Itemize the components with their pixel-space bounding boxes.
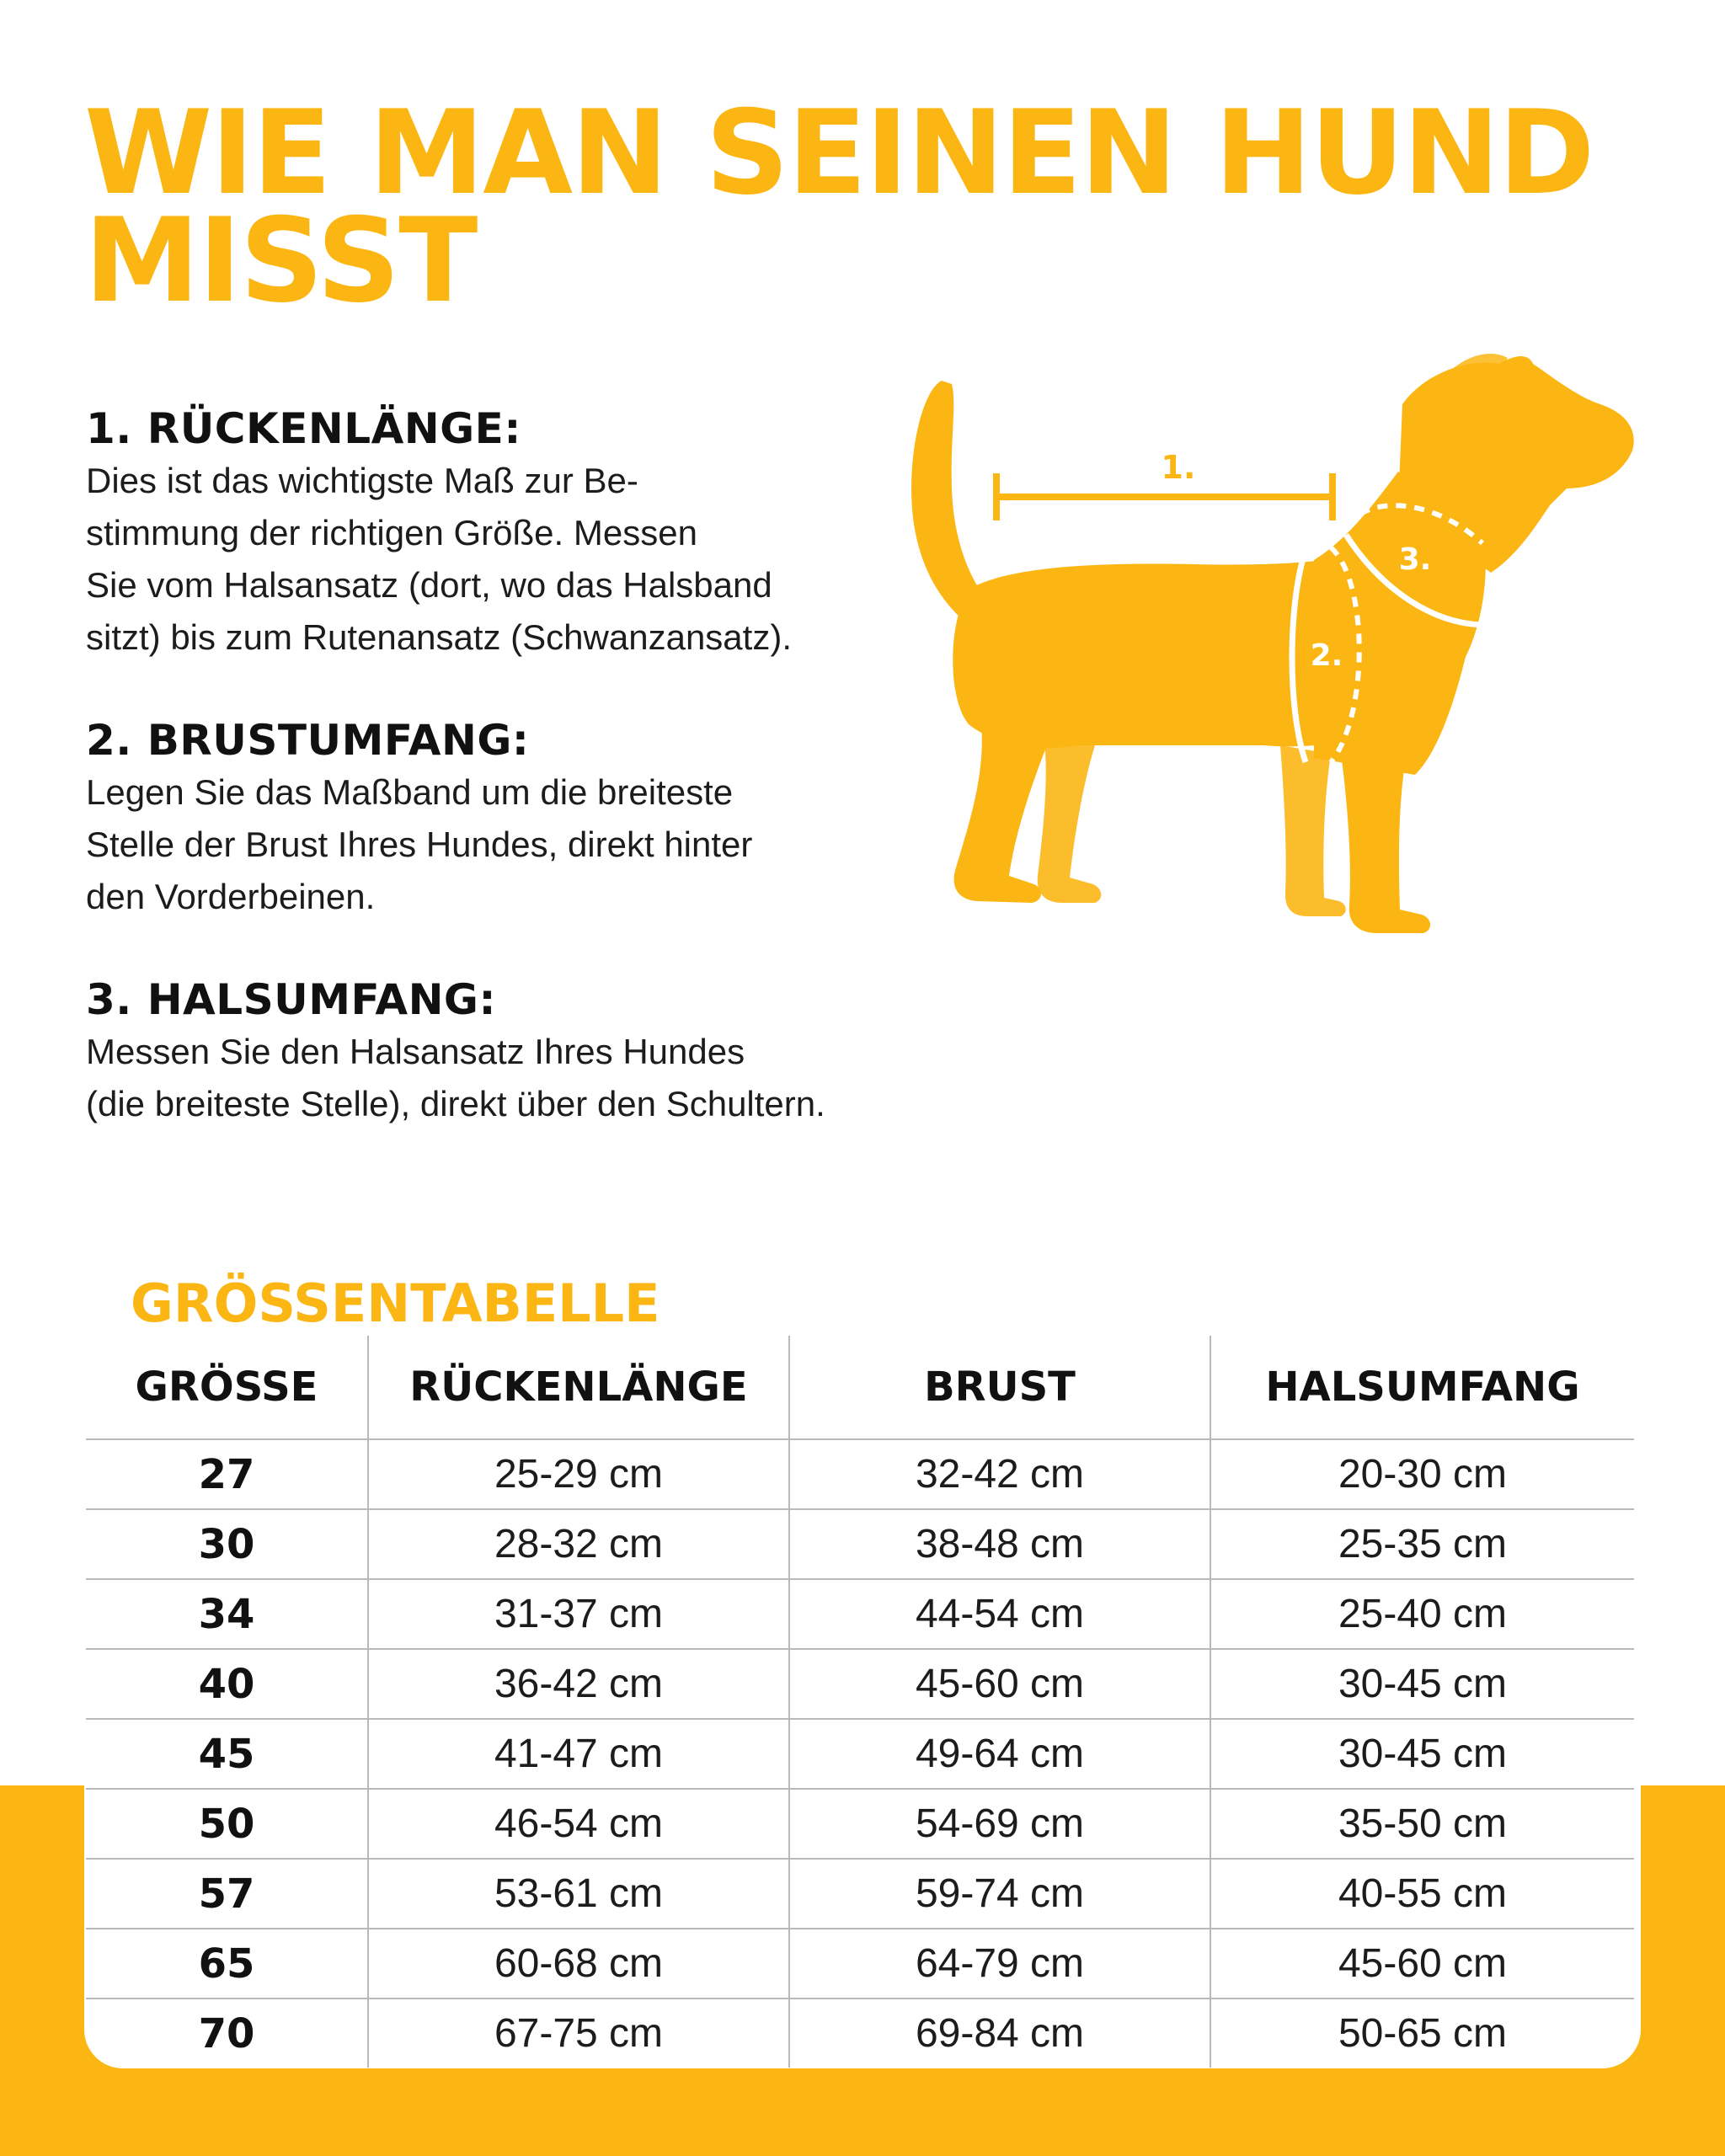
table-row: [86, 1509, 1634, 1579]
table-row: [86, 1719, 1634, 1789]
table-row: [86, 1439, 1634, 1509]
label-back-length: 1.: [1161, 449, 1196, 486]
header-size: GRÖSSE: [86, 1336, 368, 1439]
header-chest: BRUST: [789, 1336, 1210, 1439]
section-text: Dies ist das wichtigste Maß zur Be- stimmung der richtigen Größe. Messen Sie vom Halsansatz (dort, wo das Halsband sitzt) bis zum Rutenansatz (Schwanzansatz).: [86, 461, 792, 657]
table-row: [86, 1579, 1634, 1649]
cell-back-length: 41-47 cm: [368, 1719, 789, 1789]
section-heading: 2. BRUSTUMFANG:: [86, 716, 530, 765]
header-back-length: RÜCKENLÄNGE: [368, 1336, 789, 1439]
cell-neck: 25-40 cm: [1210, 1579, 1634, 1649]
cell-chest: 32-42 cm: [789, 1439, 1210, 1509]
cell-size: 45: [86, 1719, 368, 1789]
label-neck: 3.: [1398, 542, 1432, 577]
section-heading: 1. RÜCKENLÄNGE:: [86, 404, 521, 453]
cell-neck: 25-35 cm: [1210, 1509, 1634, 1579]
cell-back-length: 67-75 cm: [368, 1999, 789, 2068]
cell-neck: 50-65 cm: [1210, 1999, 1634, 2068]
section-neck: [86, 974, 825, 1130]
cell-neck: 30-45 cm: [1210, 1719, 1634, 1789]
label-chest: 2.: [1310, 638, 1343, 673]
section-back-length: [86, 403, 792, 664]
cell-neck: 45-60 cm: [1210, 1929, 1634, 1999]
cell-back-length: 53-61 cm: [368, 1859, 789, 1929]
cell-size: 40: [86, 1649, 368, 1719]
cell-chest: 44-54 cm: [789, 1579, 1210, 1649]
cell-size: 70: [198, 2009, 255, 2057]
cell-size: 30: [86, 1509, 368, 1579]
section-text: Messen Sie den Halsansatz Ihres Hundes (die breiteste Stelle), direkt über den Schultern.: [86, 1032, 825, 1123]
cell-neck: 40-55 cm: [1210, 1859, 1634, 1929]
cell-chest: 69-84 cm: [789, 1999, 1210, 2068]
cell-chest: 59-74 cm: [789, 1859, 1210, 1929]
section-chest: [86, 714, 752, 923]
cell-size: 34: [86, 1579, 368, 1649]
table-row: [86, 1929, 1634, 1999]
size-table: [86, 1336, 1634, 2068]
cell-back-length: 31-37 cm: [368, 1579, 789, 1649]
cell-chest: 64-79 cm: [789, 1929, 1210, 1999]
cell-chest: 38-48 cm: [789, 1509, 1210, 1579]
cell-neck: 20-30 cm: [1210, 1439, 1634, 1509]
cell-back-length: 46-54 cm: [368, 1789, 789, 1859]
cell-chest: 54-69 cm: [789, 1789, 1210, 1859]
table-row: [86, 1789, 1634, 1859]
cell-back-length: 25-29 cm: [368, 1439, 789, 1509]
cell-back-length: 60-68 cm: [368, 1929, 789, 1999]
cell-back-length: 28-32 cm: [368, 1509, 789, 1579]
table-row: [86, 1859, 1634, 1929]
dog-silhouette: [911, 354, 1634, 933]
cell-chest: 49-64 cm: [789, 1719, 1210, 1789]
cell-neck: 30-45 cm: [1210, 1649, 1634, 1719]
table-row: [86, 1649, 1634, 1719]
dog-measurement-diagram: [893, 345, 1651, 952]
cell-chest: 45-60 cm: [789, 1649, 1210, 1719]
table-row: [86, 1999, 1634, 2068]
header-neck: HALSUMFANG: [1210, 1336, 1634, 1439]
cell-size: 57: [86, 1859, 368, 1929]
cell-back-length: 36-42 cm: [368, 1649, 789, 1719]
section-heading: 3. HALSUMFANG:: [86, 975, 496, 1024]
table-header-row: [86, 1336, 1634, 1439]
cell-size: 50: [86, 1789, 368, 1859]
size-table-title: GRÖSSENTABELLE: [131, 1273, 660, 1334]
page-title: WIE MAN SEINEN HUND MISST: [84, 85, 1594, 328]
cell-size: 27: [86, 1439, 368, 1509]
cell-size: 65: [86, 1929, 368, 1999]
section-text: Legen Sie das Maßband um die breiteste Stelle der Brust Ihres Hundes, direkt hinter den Vorderbeinen.: [86, 772, 753, 916]
cell-neck: 35-50 cm: [1210, 1789, 1634, 1859]
